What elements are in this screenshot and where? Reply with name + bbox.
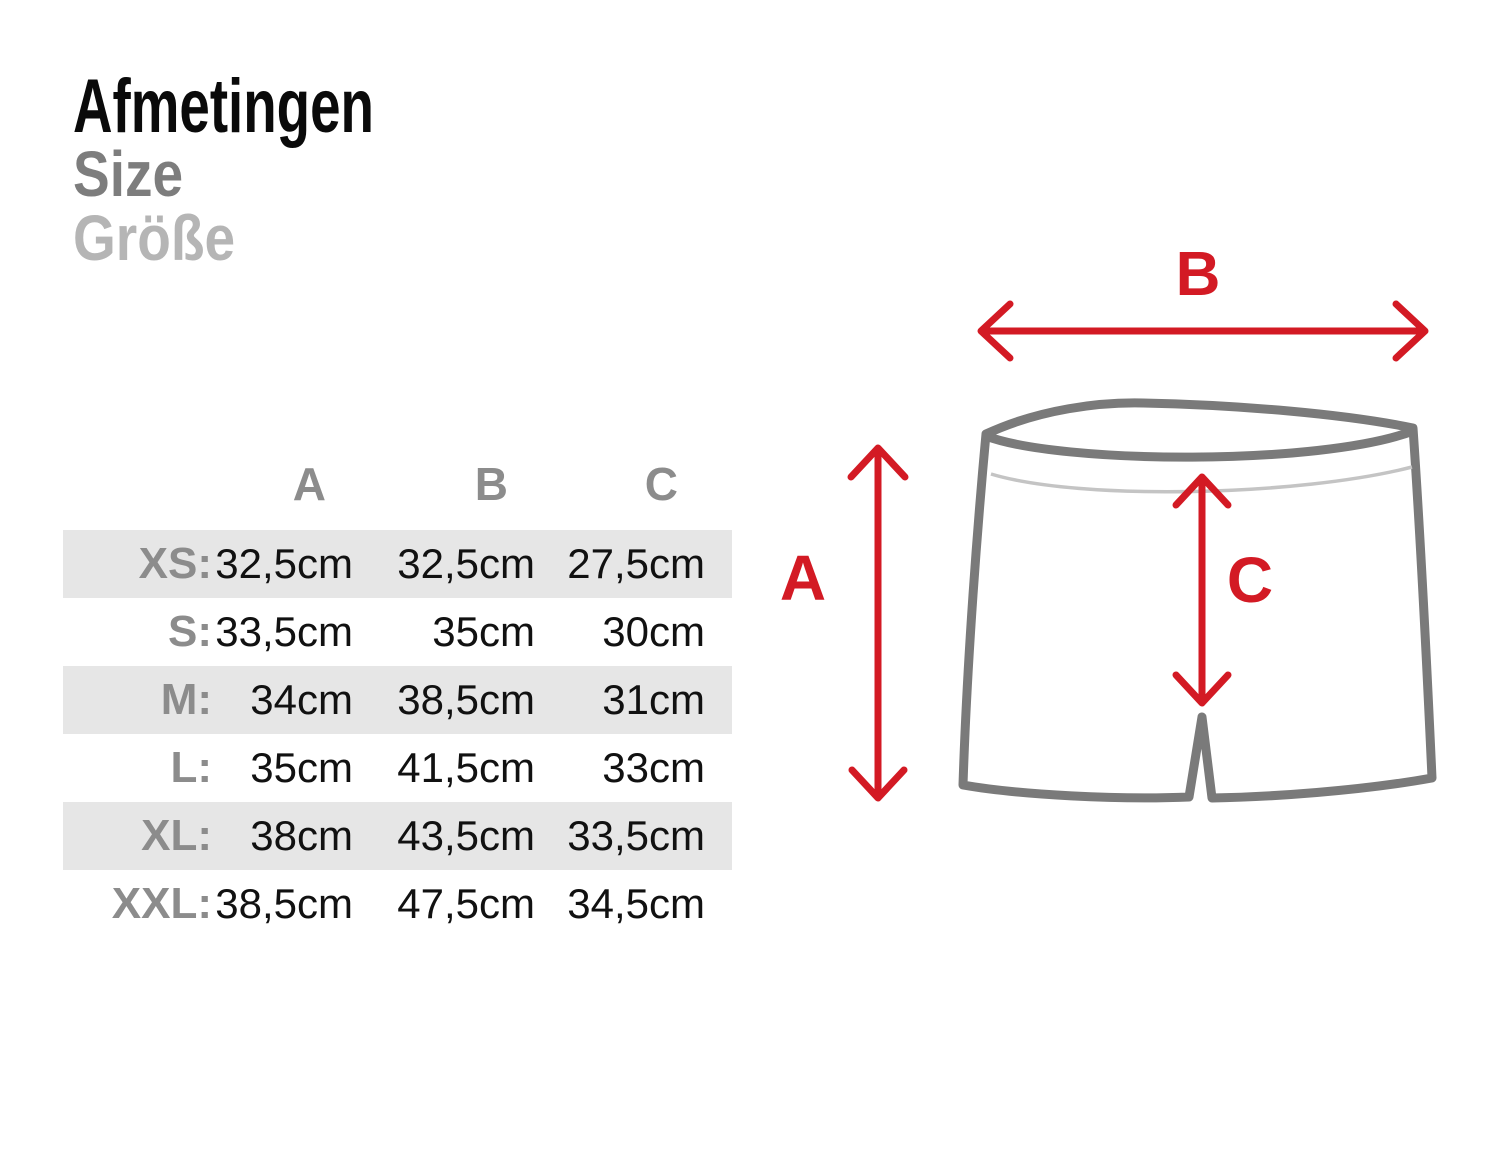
table-row-xs [63, 530, 732, 598]
value-a: 38,5cm [215, 880, 353, 927]
value-b: 43,5cm [397, 812, 535, 859]
label-a: A [779, 542, 827, 614]
table-row-xxl [63, 870, 732, 938]
column-header-b: B [474, 458, 508, 510]
column-header-a: A [292, 458, 326, 510]
measurement-arrow-b [981, 304, 1425, 358]
size-label: XL: [141, 811, 212, 860]
size-label: XXL: [111, 879, 212, 928]
value-c: 30cm [602, 608, 705, 655]
value-c: 33cm [602, 744, 705, 791]
column-header-c: C [644, 458, 678, 510]
value-b: 38,5cm [397, 676, 535, 723]
size-table [63, 452, 732, 938]
table-row-l [63, 734, 732, 802]
value-b: 32,5cm [397, 540, 535, 587]
label-b: B [1175, 240, 1221, 309]
table-row-xl [63, 802, 732, 870]
value-c: 31cm [602, 676, 705, 723]
shorts-measurement-diagram [750, 230, 1460, 850]
size-label: XS: [138, 539, 212, 588]
label-c: C [1226, 544, 1274, 616]
shorts-body-path [963, 403, 1432, 798]
value-a: 38cm [250, 812, 353, 859]
value-a: 35cm [250, 744, 353, 791]
table-header-row [63, 452, 732, 516]
size-label: S: [168, 607, 212, 656]
size-label: M: [160, 675, 212, 724]
table-row-s [63, 598, 732, 666]
page-subtitle-en: Size [73, 138, 184, 210]
page-title: Afmetingen [73, 64, 374, 149]
page-subtitle-de: Größe [73, 202, 236, 274]
value-b: 47,5cm [397, 880, 535, 927]
table-row-m [63, 666, 732, 734]
size-label: L: [170, 743, 212, 792]
value-a: 32,5cm [215, 540, 353, 587]
value-a: 34cm [250, 676, 353, 723]
value-b: 35cm [432, 608, 535, 655]
value-c: 34,5cm [567, 880, 705, 927]
title-block [73, 64, 491, 274]
value-b: 41,5cm [397, 744, 535, 791]
value-c: 27,5cm [567, 540, 705, 587]
value-a: 33,5cm [215, 608, 353, 655]
value-c: 33,5cm [567, 812, 705, 859]
measurement-arrow-a [851, 448, 905, 798]
shorts-outline [963, 403, 1432, 798]
